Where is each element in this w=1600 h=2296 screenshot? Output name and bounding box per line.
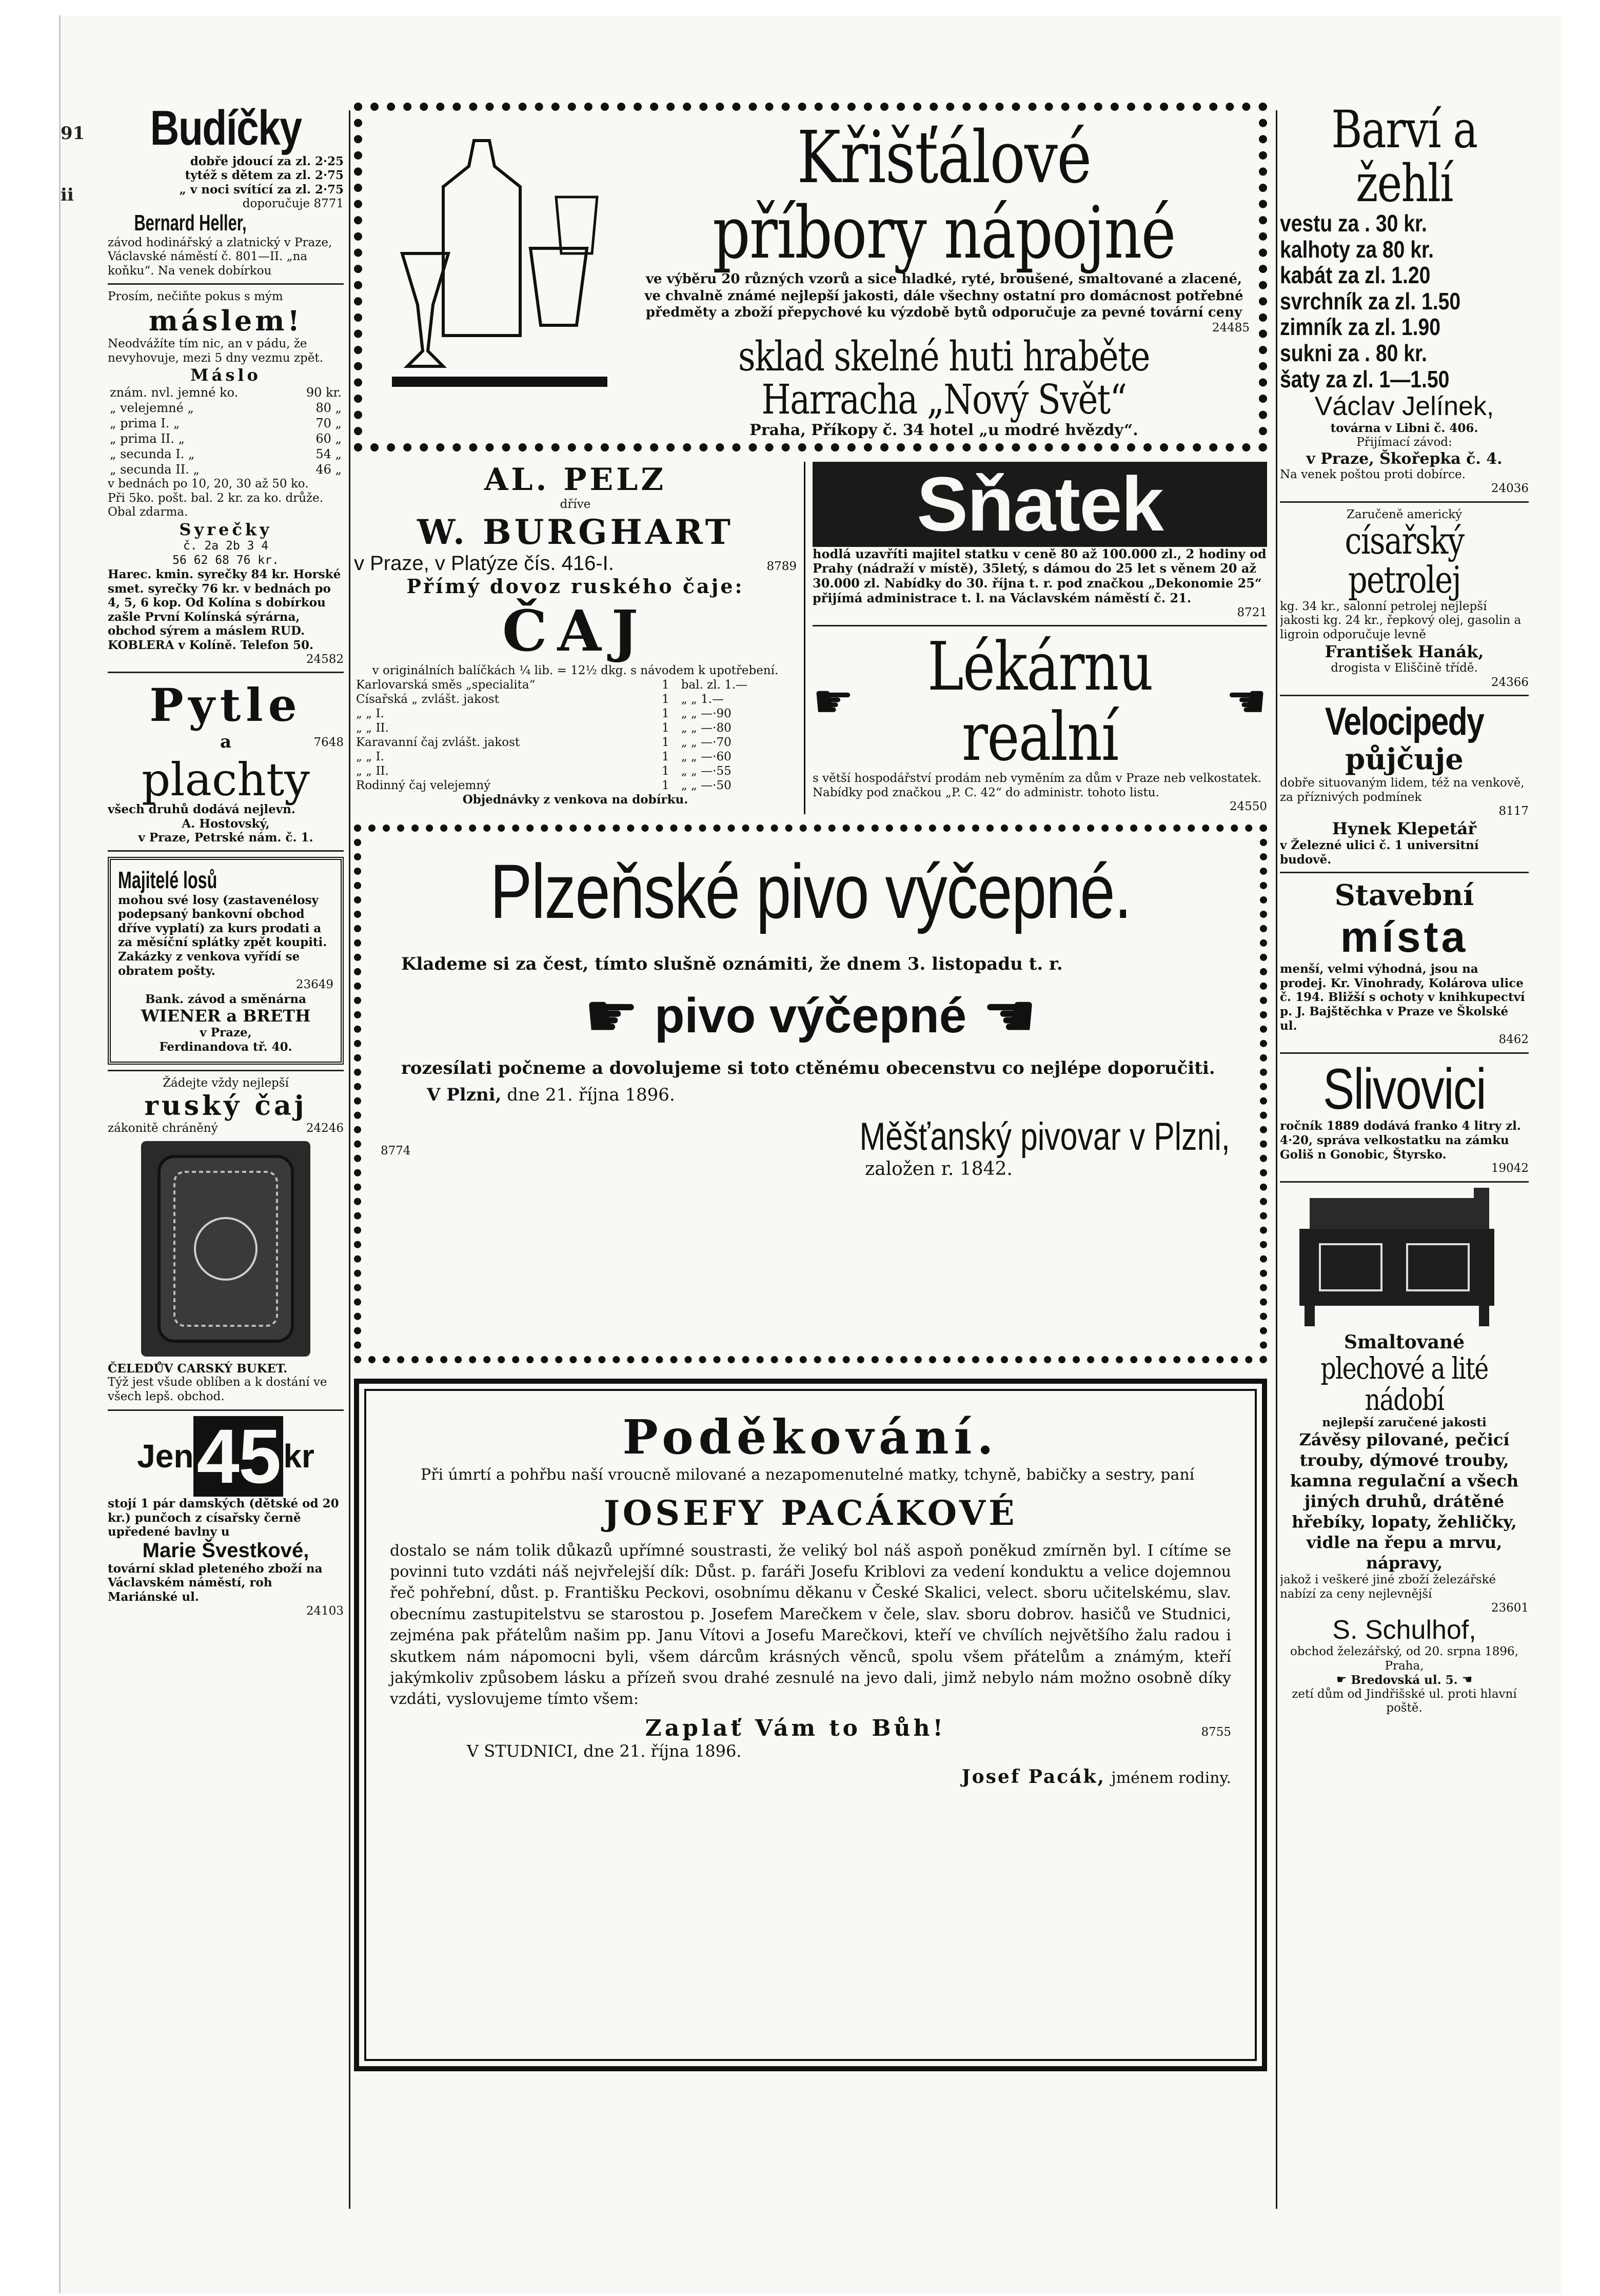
ad-row: vestu za . 30 kr. bbox=[1280, 210, 1427, 237]
ad-code: 24246 bbox=[306, 1122, 344, 1135]
ad-title: Pytle bbox=[149, 678, 302, 732]
ad-plzenske-pivo bbox=[354, 825, 1267, 1363]
table-cell: 1 bbox=[661, 678, 669, 692]
ad-code: 24103 bbox=[306, 1604, 344, 1618]
ad-zaplat: Zaplať Vám to Bůh! bbox=[645, 1715, 946, 1741]
ad-name: Bernard Heller, bbox=[134, 210, 247, 236]
table-cell: „ „ II. bbox=[356, 721, 389, 735]
divider bbox=[1280, 1052, 1529, 1054]
ad-drive: dříve bbox=[560, 498, 591, 511]
ad-title: Majitelé losů bbox=[118, 867, 218, 894]
ad-podekovani bbox=[354, 1379, 1267, 2071]
column-rule-left bbox=[349, 110, 350, 2209]
ad-name: A. Hostovský, bbox=[182, 816, 270, 831]
ad-intro: Smaltované bbox=[1344, 1331, 1465, 1353]
ad-row: šaty za zl. 1—1.50 bbox=[1280, 365, 1450, 393]
ad-code: 23649 bbox=[295, 978, 333, 992]
ad-losy bbox=[108, 857, 344, 1065]
divider bbox=[108, 283, 344, 285]
ad-snatek bbox=[813, 462, 1267, 620]
ad-subtitle: Máslo bbox=[190, 365, 261, 385]
table-cell: 1 bbox=[661, 750, 669, 764]
table-row bbox=[354, 678, 797, 692]
divider bbox=[1280, 501, 1529, 503]
ad-name: S. Schulhof, bbox=[1332, 1615, 1476, 1645]
ad-text: všech druhů dodává nejlevn. bbox=[108, 802, 295, 817]
ad-line: dobře jdoucí za zl. 2·25 bbox=[190, 154, 344, 168]
table-cell: 60 „ bbox=[315, 431, 342, 446]
butter-price-table bbox=[108, 385, 344, 477]
edge-fragment: ii bbox=[61, 185, 74, 205]
ad-title: místa bbox=[1340, 913, 1469, 961]
table-cell: 90 kr. bbox=[306, 385, 342, 400]
ad-title: Sňatek bbox=[813, 462, 1267, 547]
divider bbox=[813, 625, 1267, 626]
table-row bbox=[108, 431, 344, 446]
ad-address: tovární sklad pleteného zboží na Václavském náměstí, roh Mariánské ul. bbox=[108, 1561, 323, 1604]
ad-address: Ferdinandova tř. 40. bbox=[159, 1039, 292, 1054]
ad-code: 24485 bbox=[1212, 321, 1250, 335]
ad-name: František Hanák, bbox=[1325, 642, 1484, 662]
ad-signature: Josef Pacák, bbox=[961, 1765, 1105, 1788]
ad-line: „ v noci svítící za zl. 2·75 bbox=[179, 182, 344, 197]
ad-text: jakož i veškeré jiné zboží železářské nabízí za ceny nejlevnější bbox=[1280, 1573, 1496, 1601]
ad-slivovici bbox=[1280, 1056, 1529, 1176]
ad-address: v Železné ulici č. 1 universitní budově. bbox=[1280, 838, 1479, 867]
ad-bank: Bank. závod a směnárna bbox=[145, 992, 306, 1006]
ad-syr-prices: 56 62 68 76 kr. bbox=[172, 553, 279, 567]
ad-text: mohou své losy (zastavenélosy podepsaný bankovní obchod dříve vyplatí) za kurs prodati a za měsíční splátky zpět koupiti. Zakázky z venkova vyřídí se obratem pošty. bbox=[118, 893, 327, 978]
ad-text: v originálních balíčkách ¼ lib. = 12½ dkg. s návodem k upotřebení. bbox=[372, 663, 779, 677]
crystal-glassware-illustration bbox=[371, 120, 638, 439]
ad-row: kalhoty za 80 kr. bbox=[1280, 236, 1434, 263]
ad-smaltovane bbox=[1280, 1188, 1529, 1716]
ad-code: 23601 bbox=[1491, 1601, 1529, 1615]
table-cell: „ „ —·80 bbox=[681, 721, 732, 735]
ad-name: Marie Švestkové, bbox=[142, 1539, 309, 1562]
table-cell: „ „ I. bbox=[356, 707, 384, 721]
table-cell: „ prima II. „ bbox=[110, 431, 185, 446]
table-cell: „ prima I. „ bbox=[110, 416, 180, 431]
ad-address: továrna v Libni č. 406. bbox=[1330, 421, 1478, 436]
ad-text: dobře situovaným lidem, též na venkově, za příznivých podmínek bbox=[1280, 776, 1525, 804]
ad-text: Týž jest všude oblíben a k dostání ve všech lepš. obchod. bbox=[108, 1376, 327, 1403]
ad-code: 8721 bbox=[1237, 605, 1267, 619]
cooking-stove-illustration bbox=[1294, 1188, 1515, 1331]
ad-velocipedy bbox=[1280, 701, 1529, 867]
ad-subtitle: nejlepší zaručené jakosti bbox=[1322, 1415, 1487, 1429]
pointing-hand-icon: ☛ bbox=[813, 675, 854, 729]
ad-syr-nums: č. 2a 2b 3 4 bbox=[183, 539, 269, 553]
ad-address: Praha, Příkopy č. 34 hotel „u modré hvězdy“. bbox=[749, 421, 1138, 440]
divider bbox=[1280, 695, 1529, 696]
table-cell: 1 bbox=[661, 693, 669, 707]
divider bbox=[1280, 872, 1529, 873]
ad-title: Stavební bbox=[1334, 878, 1474, 913]
ad-footer: Objednávky z venkova na dobírku. bbox=[462, 793, 688, 807]
tea-box-illustration bbox=[141, 1141, 310, 1357]
ad-price: 45 bbox=[193, 1416, 283, 1497]
ad-text: rozesílati počneme a dovolujeme si toto ctěnému obecenstvu co nejlépe doporučiti. bbox=[401, 1057, 1215, 1078]
table-cell: 54 „ bbox=[315, 447, 342, 462]
ad-title: plachty bbox=[142, 753, 310, 807]
ad-pelz bbox=[354, 462, 797, 807]
ad-code: 19042 bbox=[1491, 1162, 1529, 1175]
table-cell: „ „ I. bbox=[356, 750, 384, 764]
table-row bbox=[108, 462, 344, 477]
ad-text: ročník 1889 dodává franko 4 litry zl. 4·20, správa velkostatku na zámku Goliš n Gonobic, Štyrsko. bbox=[1280, 1119, 1521, 1162]
table-cell: 80 „ bbox=[315, 401, 342, 416]
ad-title: císařský petrolej bbox=[1345, 519, 1464, 601]
ad-title: ČAJ bbox=[502, 597, 648, 664]
table-row bbox=[354, 721, 797, 735]
ad-code: 24366 bbox=[1491, 675, 1529, 689]
table-cell: „ „ —·60 bbox=[681, 750, 732, 764]
ad-name: Hynek Klepetář bbox=[1332, 819, 1477, 839]
table-row bbox=[354, 764, 797, 778]
ad-title: máslem! bbox=[148, 304, 303, 337]
ad-address-line: Bredovská ul. 5. bbox=[1351, 1673, 1458, 1687]
ad-headline: pivo výčepné bbox=[654, 988, 967, 1044]
ad-address: obchod železářský, od 20. srpna 1896, Praha, bbox=[1290, 1645, 1518, 1673]
ad-text: kg. 34 kr., salonní petrolej nejlepší jakosti kg. 24 kr., řepkový olej, gasolin a ligroin odporučuje levně bbox=[1280, 599, 1522, 641]
ad-text: s větší hospodářství prodám neb vyměním za dům v Praze neb velkostatek. Nabídky pod značkou „P. C. 42“ do administr. tohoto listu. bbox=[813, 772, 1262, 799]
ad-signature-note: jménem rodiny. bbox=[1111, 1769, 1231, 1787]
ad-code: 24550 bbox=[1229, 800, 1267, 814]
ad-title: Budíčky bbox=[150, 103, 302, 155]
table-cell: „ „ —·55 bbox=[681, 764, 732, 778]
ad-intro: Prosím, nečiňte pokus s mým bbox=[108, 290, 283, 304]
ad-address: zetí dům od Jindřišské ul. proti hlavní poště. bbox=[1292, 1687, 1517, 1715]
ad-subtitle: Syrečky bbox=[179, 519, 272, 539]
table-row bbox=[108, 446, 344, 462]
ad-venek: Na venek poštou proti dobírce. bbox=[1280, 467, 1466, 481]
divider bbox=[108, 1409, 344, 1411]
ad-intro: Při úmrtí a pohřbu naší vroucně milované a nezapomenutelné matky, tchyně, babičky a sestry, paní bbox=[421, 1466, 1195, 1484]
table-cell: 1 bbox=[661, 707, 669, 721]
table-cell: „ secunda II. „ bbox=[110, 462, 200, 477]
ad-lekarnu bbox=[813, 627, 1267, 814]
table-cell: „ „ 1.— bbox=[681, 693, 724, 707]
ad-title: Poděkování. bbox=[622, 1409, 999, 1465]
ad-subtitle: zákonitě chráněný bbox=[108, 1122, 218, 1135]
table-cell: Karlovarská směs „specialita“ bbox=[356, 678, 536, 692]
divider bbox=[108, 1070, 344, 1071]
table-cell: Rodinný čaj velejemný bbox=[356, 779, 491, 793]
table-cell: 1 bbox=[661, 764, 669, 778]
pointing-hand-icon: ☚ bbox=[1461, 1673, 1473, 1687]
ad-row: svrchník za zl. 1.50 bbox=[1280, 287, 1461, 315]
table-row bbox=[108, 400, 344, 416]
ad-name: AL. PELZ bbox=[484, 462, 667, 498]
center-column bbox=[354, 103, 1267, 2206]
table-cell: bal. zl. 1.— bbox=[681, 678, 748, 692]
ad-post: Při 5ko. pošt. bal. 2 kr. za ko. drůže. Obal zdarma. bbox=[108, 491, 324, 519]
ad-note: v bednách po 10, 20, 30 až 50 ko. bbox=[108, 477, 309, 491]
ad-intro: Zaručeně americký bbox=[1346, 507, 1463, 521]
table-cell: „ velejemné „ bbox=[110, 401, 194, 416]
ad-address: v Praze, Petrské nám. č. 1. bbox=[138, 831, 313, 845]
ad-address: v Praze, v Platýze čís. 416-I. bbox=[354, 552, 614, 575]
ad-prij-addr: v Praze, Škořepka č. 4. bbox=[1306, 449, 1503, 468]
ad-barvi bbox=[1280, 103, 1529, 496]
ad-address: drogista v Eliščině třídě. bbox=[1331, 661, 1478, 675]
table-row bbox=[354, 707, 797, 721]
divider bbox=[1280, 1181, 1529, 1183]
ad-brand: ČELEDŮV CARSKÝ BUKET. bbox=[108, 1361, 288, 1376]
table-cell: 70 „ bbox=[315, 416, 342, 431]
ad-date: dne 21. října 1896. bbox=[507, 1084, 675, 1105]
ad-petrolej bbox=[1280, 508, 1529, 690]
ad-kr: kr bbox=[283, 1438, 314, 1475]
ad-row: sukni za . 80 kr. bbox=[1280, 339, 1427, 366]
pointing-hand-icon: ☚ bbox=[982, 980, 1037, 1052]
ad-code: 8789 bbox=[766, 559, 797, 573]
table-row bbox=[354, 750, 797, 764]
ad-title: Lékárnu realní bbox=[927, 627, 1153, 776]
table-cell: 1 bbox=[661, 736, 669, 750]
tea-price-table bbox=[354, 678, 797, 793]
ad-budicky bbox=[108, 103, 344, 278]
ad-jen: Jen bbox=[137, 1438, 194, 1475]
divider bbox=[108, 672, 344, 673]
ad-title: Plzeňské pivo výčepné. bbox=[490, 848, 1131, 935]
table-cell: 1 bbox=[661, 779, 669, 793]
ad-code: 8462 bbox=[1498, 1033, 1529, 1047]
table-cell: 46 „ bbox=[315, 462, 342, 477]
ad-title: ruský čaj bbox=[144, 1090, 307, 1122]
table-row bbox=[354, 692, 797, 707]
ad-subtitle: půjčuje bbox=[1345, 742, 1464, 777]
table-cell: „ „ —·90 bbox=[681, 707, 732, 721]
ad-text: Neodvážíte tím nic, an v pádu, že nevyhovuje, mezi 5 dny vezmu zpět. bbox=[108, 337, 323, 365]
ad-code: 8755 bbox=[1201, 1725, 1231, 1739]
ad-title: Křišťálové příbory nápojné bbox=[713, 116, 1175, 275]
ad-stavebni-mista bbox=[1280, 878, 1529, 1047]
ad-place: V Plzni, bbox=[427, 1084, 502, 1105]
ad-sklad: sklad skelné huti hraběte Harracha „Nový Svět“ bbox=[738, 332, 1150, 424]
ad-code: 7648 bbox=[313, 736, 344, 750]
ad-title: Velocipedy bbox=[1325, 700, 1484, 744]
ad-list: Závěsy pilované, pečicí trouby, dýmové trouby, kamna regulační a všech jiných druhů, drátěné hřebíky, lopaty, žehličky, vidle na řepu a mrvu, nápravy, bbox=[1290, 1430, 1519, 1573]
ad-name: Měšťanský pivovar v Plzni, bbox=[859, 1114, 1230, 1159]
ad-address: v Praze, bbox=[200, 1026, 252, 1040]
ad-text: menší, velmi výhodná, jsou na prodej. Kr. Vinohrady, Kolárova ulice č. 194. Bližší s ochoty v knihkupectví p. J. Bajštěchka v Praze ve Školské ul. bbox=[1280, 962, 1525, 1033]
ad-row: kabát za zl. 1.20 bbox=[1280, 262, 1431, 289]
divider bbox=[108, 850, 344, 852]
ad-conjunction: a bbox=[220, 732, 232, 753]
table-row bbox=[354, 735, 797, 750]
ad-name: WIENER a BRETH bbox=[141, 1006, 311, 1026]
ad-title: Slivovici bbox=[1323, 1056, 1486, 1121]
ad-text: stojí 1 pár damských (dětské od 20 kr.) punčoch z císařsky černě upředené bavlny u bbox=[108, 1497, 339, 1539]
left-column bbox=[108, 103, 344, 2206]
ad-intro: Klademe si za čest, tímto slušně oznámiti, že dnem 3. listopadu t. r. bbox=[401, 953, 1063, 974]
table-cell: „ „ —·50 bbox=[681, 779, 732, 793]
table-cell: znám. nvl. jemné ko. bbox=[110, 385, 239, 400]
ad-address bbox=[1280, 1673, 1529, 1687]
table-cell: 1 bbox=[661, 721, 669, 735]
column-rule-right bbox=[1276, 110, 1277, 2209]
ad-rusky-caj bbox=[108, 1076, 344, 1404]
table-cell: „ secunda I. „ bbox=[110, 447, 195, 462]
pointing-hand-icon: ☛ bbox=[584, 980, 639, 1052]
table-cell: „ „ II. bbox=[356, 764, 389, 778]
ad-title: plechové a lité nádobí bbox=[1320, 1350, 1488, 1417]
ad-name: Václav Jelínek, bbox=[1314, 391, 1494, 422]
pointing-hand-icon: ☛ bbox=[1336, 1673, 1347, 1687]
edge-page-number: 91 bbox=[61, 123, 85, 144]
ad-headline: Přímý dovoz ruského čaje: bbox=[406, 574, 744, 598]
ad-line: tytéž s dětem za zl. 2·75 bbox=[185, 168, 344, 183]
ad-row: zimník za zl. 1.90 bbox=[1280, 313, 1440, 341]
table-row bbox=[108, 385, 344, 400]
ad-text: dostalo se nám tolik důkazů upřímné soustrasti, že veliký bol náš aspoň poněkud zmírněn byl. I cítíme se povinni tuto vzdáti náš nejvřelejší dík: Důst. p. faráři Josefu Kriblovi za vedení konduktu a velice dojemnou řeč pohřební, důst. p. Františku Peckovi, osobnímu děkanu v České Skalici, velect. sboru učitelskému, slav. obecnímu zastupitelstvu se starostou p. Josefem Marečkem v čele, slav. sboru dobrov. hasičů ve Studnici, zejména pak přátelům našim pp. Janu Vítovi a Josefu Marečkovi, kteří ve chvílích největšího žalu radou i skutkem nám nápomocni byli, všem dárcům krásných věnců, spolu všem přátelům a známým, kteří jakýmkoliv způsobem lásku a přízeň svou drahé zesnulé na jevo dali, jimž nebylo nám možno osobně díky vzdáti, vyslovujeme tímto všem: bbox=[390, 1541, 1231, 1709]
ad-code: 24036 bbox=[1491, 482, 1529, 496]
ad-address: závod hodinářský a zlatnický v Praze, Václavské náměstí č. 801—II. „na koňku“. Na venek dobírkou bbox=[108, 236, 332, 278]
table-cell: „ „ —·70 bbox=[681, 736, 732, 750]
right-column bbox=[1280, 103, 1529, 2206]
ad-founded: založen r. 1842. bbox=[865, 1158, 1013, 1180]
ad-prij: Přijímací závod: bbox=[1356, 435, 1452, 449]
ad-code: 8117 bbox=[1498, 804, 1529, 818]
pointing-hand-icon: ☚ bbox=[1226, 675, 1267, 729]
ad-kristalove bbox=[354, 103, 1267, 452]
table-row bbox=[108, 416, 344, 431]
ad-text: Harec. kmin. syrečky 84 kr. Horské smet. syrečky 76 kr. v bednách po 4, 5, 6 kop. Od Kolína s dobírkou zašle První Kolínská sýrárna, obchod sýrem a máslem RUD. KOBLERA v Kolíně. Telefon 50. bbox=[108, 567, 341, 653]
ad-text: ve výběru 20 různých vzorů a sice hladké, ryté, broušené, smaltované a zlacené, ve chvalně známé nejlepší jakosti, dále všechny ostatní pro domácnost potřebné předměty a zboží přepychové ku výzdobě bytů odporučuje za pevné tovární ceny bbox=[644, 271, 1243, 320]
ad-code: 8774 bbox=[381, 1144, 411, 1157]
ad-intro: Žádejte vždy nejlepší bbox=[163, 1076, 289, 1090]
ad-jen-45 bbox=[108, 1412, 344, 1619]
table-cell: Karavanní čaj zvlášt. jakost bbox=[356, 736, 520, 750]
ad-text: hodlá uzavříti majitel statku v ceně 80 až 100.000 zl., 2 hodiny od Prahy (nádraží v místě), 35letý, s dámou do 25 let s věnem 20 až 30.000 zl. Nabídky do 30. října t. r. pod značkou „Dekonomie 25“ přijímá administrace t. l. na Václavském náměstí č. 21. bbox=[813, 546, 1267, 605]
ad-code: 24582 bbox=[306, 652, 344, 666]
ad-maslem bbox=[108, 290, 344, 666]
table-row bbox=[354, 778, 797, 793]
ad-name: W. BURGHART bbox=[417, 512, 734, 552]
ad-pytle bbox=[108, 678, 344, 845]
ad-name: JOSEFY PACÁKOVÉ bbox=[603, 1493, 1018, 1533]
ad-line: doporučuje 8771 bbox=[242, 197, 344, 210]
table-cell: Císařská „ zvlášt. jakost bbox=[356, 693, 499, 707]
ad-title: Barví a žehlí bbox=[1331, 103, 1477, 213]
ad-place: V STUDNICI, dne 21. října 1896. bbox=[467, 1741, 742, 1761]
